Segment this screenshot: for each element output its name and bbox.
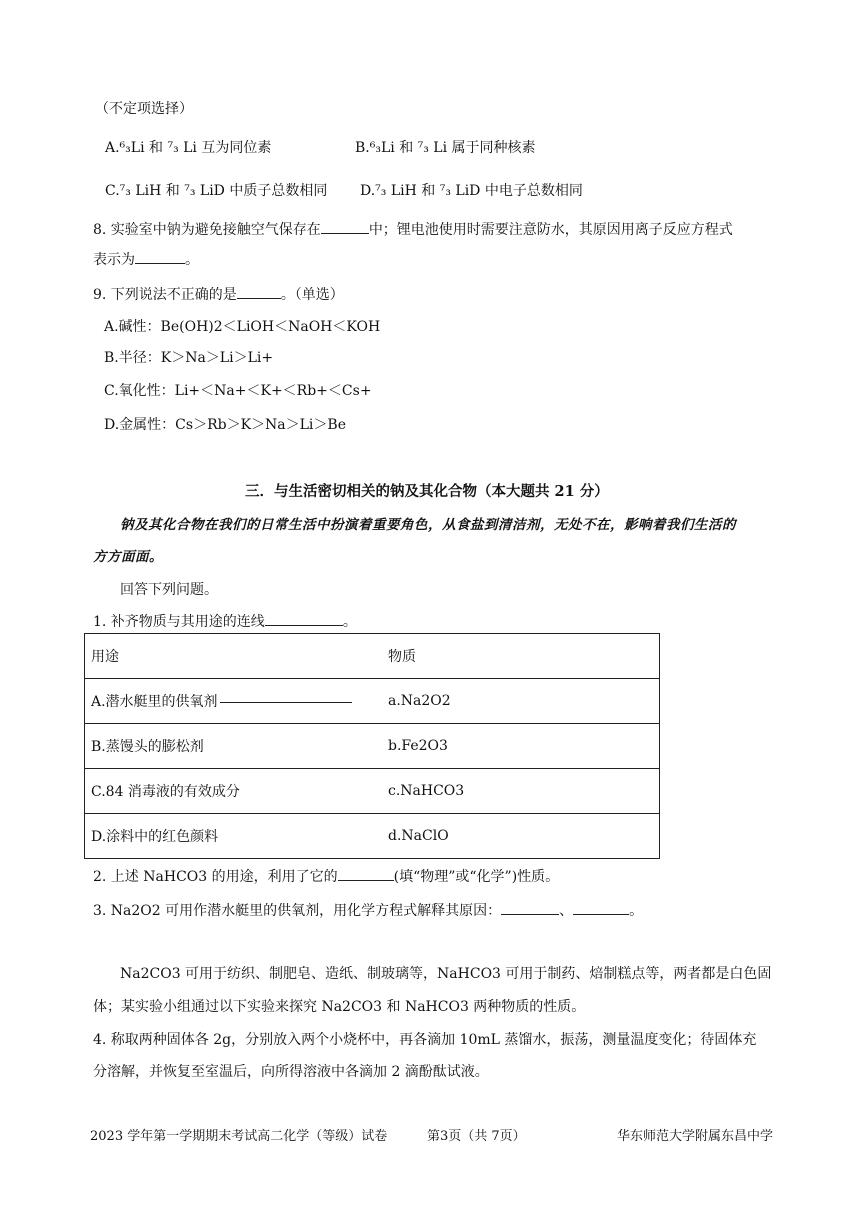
- q8-line2: [93, 249, 199, 269]
- q8-blank-2[interactable]: [135, 263, 185, 264]
- q9-blank[interactable]: [237, 298, 281, 299]
- footer-school-name: 华东师范大学附属东昌中学: [617, 1129, 774, 1144]
- q9-option-c: C.氧化性：Li+＜Na+＜K+＜Rb+＜Cs+: [104, 383, 372, 399]
- q9-option-b: B.半径：K＞Na＞Li＞Li+: [104, 350, 274, 366]
- substance-cell: a.Na2O2: [382, 679, 660, 724]
- substance-cell: b.Fe2O3: [382, 724, 660, 769]
- table-row: [85, 769, 660, 814]
- s3-q3-end: 。: [629, 903, 644, 919]
- connector-line: [220, 702, 352, 703]
- s3-q2-text-b: (填“物理”或“化学”)性质。: [393, 869, 560, 885]
- q7-option-a: [105, 137, 271, 157]
- section-3-intro-line1: 钠及其化合物在我们的日常生活中扮演着重要角色，从食盐到清洁剂，无处不在，影响着我们生活的: [120, 517, 736, 533]
- header-use: 用途: [85, 634, 383, 679]
- q9-option-a: A.碱性：Be(OH)2＜LiOH＜NaOH＜KOH: [104, 319, 381, 335]
- s3-q3: [93, 900, 643, 920]
- q7-option-b-text: B.⁶₃Li 和 ⁷₃ Li 属于同种核素: [355, 140, 536, 156]
- q8-blank-1[interactable]: [321, 233, 369, 234]
- q9-stem-a: 9. 下列说法不正确的是: [93, 287, 237, 303]
- q9-stem: [93, 284, 344, 304]
- section-3-title: 三．与生活密切相关的钠及其化合物（本大题共 21 分）: [245, 483, 609, 500]
- q7-option-b: [355, 137, 536, 157]
- footer-exam-title: 2023 学年第一学期期末考试高二化学（等级）试卷: [90, 1129, 388, 1144]
- q7-option-d: [360, 180, 583, 200]
- substance-cell: d.NaClO: [382, 814, 660, 859]
- table-row: [85, 724, 660, 769]
- q8-text-b: 中；锂电池使用时需要注意防水，其原因用离子反应方程式: [368, 222, 733, 238]
- q7-option-d-text: D.⁷₃ LiH 和 ⁷₃ LiD 中电子总数相同: [360, 183, 583, 199]
- use-cell: B.蒸馒头的膨松剂: [85, 724, 383, 769]
- use-cell: [85, 679, 383, 724]
- s3-q3-sep: 、: [559, 903, 574, 919]
- use-cell: C.84 消毒液的有效成分: [85, 769, 383, 814]
- s3-q1-stem: [93, 611, 357, 631]
- s3-q4-line1: 4. 称取两种固体各 2g，分别放入两个小烧杯中，再各滴加 10mL 蒸馏水，振荡，测量温度变化；待固体充: [93, 1032, 757, 1048]
- header-substance: 物质: [382, 634, 660, 679]
- q8-text-a: 8. 实验室中钠为避免接触空气保存在: [93, 222, 321, 238]
- s3-q2: [93, 866, 559, 886]
- table-header-row: [85, 634, 660, 679]
- paragraph-line1: Na2CO3 可用于纺织、制肥皂、造纸、制玻璃等，NaHCO3 可用于制药、焙制糕点等，两者都是白色固: [120, 966, 772, 982]
- q8-text-c: 表示为: [93, 252, 135, 268]
- s3-q2-blank[interactable]: [338, 880, 394, 881]
- section-3-intro-line2: 方方面面。: [93, 549, 163, 565]
- table-row: [85, 679, 660, 724]
- use-cell: D.涂料中的红色颜料: [85, 814, 383, 859]
- s3-q4-line2: 分溶解，并恢复至室温后，向所得溶液中各滴加 2 滴酚酞试液。: [93, 1064, 489, 1080]
- q8-line1: [93, 219, 733, 239]
- q8-text-d: 。: [185, 252, 199, 268]
- use-text: A.潜水艇里的供氧剂: [91, 694, 218, 710]
- footer-page-number: 第3页（共 7页）: [427, 1129, 526, 1144]
- substance-cell: c.NaHCO3: [382, 769, 660, 814]
- s3-q2-text-a: 2. 上述 NaHCO3 的用途，利用了它的: [93, 869, 338, 885]
- paragraph-line2: 体；某实验小组通过以下实验来探究 Na2CO3 和 NaHCO3 两种物质的性质。: [93, 999, 586, 1015]
- section-3-prompt: 回答下列问题。: [120, 582, 218, 598]
- s3-q1-blank[interactable]: [265, 625, 343, 626]
- s3-q3-blank-1[interactable]: [501, 914, 559, 915]
- q7-option-a-text: A.⁶₃Li 和 ⁷₃ Li 互为同位素: [105, 140, 272, 156]
- q7-option-c: [105, 180, 327, 200]
- question-type-note: （不定项选择）: [95, 101, 193, 117]
- s3-q1-text: 1. 补齐物质与其用途的连线: [93, 614, 265, 630]
- s3-q3-text: 3. Na2O2 可用作潜水艇里的供氧剂，用化学方程式解释其原因：: [93, 903, 502, 919]
- table-row: [85, 814, 660, 859]
- q9-stem-b: 。（单选）: [280, 287, 344, 303]
- q9-option-d: D.金属性：Cs＞Rb＞K＞Na＞Li＞Be: [104, 417, 346, 433]
- s3-q1-end: 。: [342, 614, 357, 630]
- s3-q3-blank-2[interactable]: [573, 914, 629, 915]
- use-substance-table: [84, 633, 660, 859]
- q7-option-c-text: C.⁷₃ LiH 和 ⁷₃ LiD 中质子总数相同: [105, 183, 328, 199]
